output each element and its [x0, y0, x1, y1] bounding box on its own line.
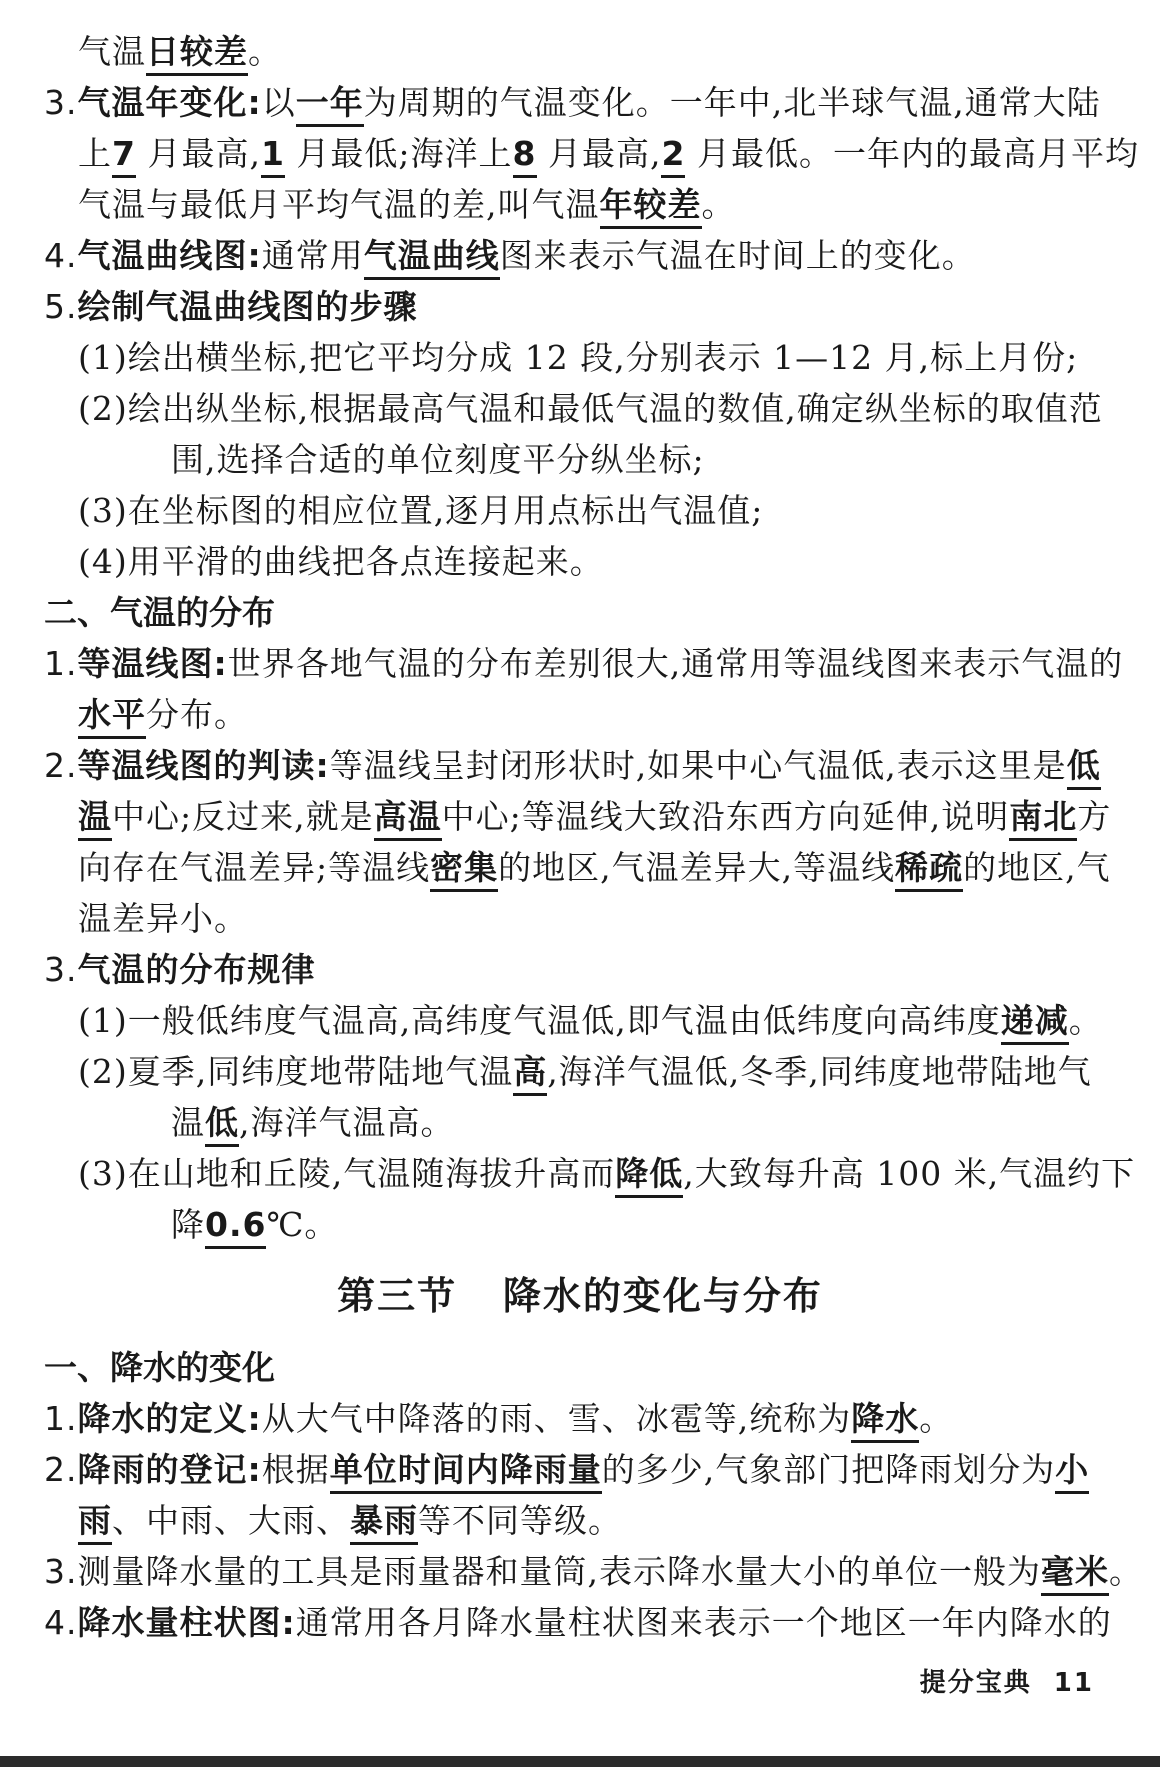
item-number: 1. [44, 1399, 78, 1438]
list-item [44, 1444, 1116, 1495]
text: 的多少,气象部门把降雨划分为 [601, 1450, 1056, 1489]
text: ,海洋气温低,冬季,同纬度地带陆地气 [547, 1052, 1092, 1091]
list-item [44, 230, 1116, 281]
sub-item [44, 1046, 1116, 1097]
text: (3)在山地和丘陵,气温随海拔升高而 [78, 1154, 616, 1193]
item-number: 3. [44, 1552, 78, 1591]
term: 气温的分布规律 [77, 950, 316, 989]
text: 、中雨、大雨、 [112, 1501, 350, 1540]
answer-blank: 雨 [78, 1501, 112, 1545]
answer-blank: 1 [261, 134, 285, 178]
text: 以 [261, 83, 296, 122]
answer-blank: 日较差 [146, 32, 248, 76]
list-item [44, 1546, 1143, 1597]
answer-blank: 暴雨 [350, 1501, 418, 1545]
answer-blank: 高 [513, 1052, 547, 1096]
text: 月最低;海洋上 [284, 134, 513, 173]
sub-item-continued: 围,选择合适的单位刻度平分纵坐标; [171, 440, 705, 479]
term: 降水量柱状图: [77, 1603, 296, 1642]
sub-item [44, 1148, 1136, 1199]
text: 。 [919, 1399, 954, 1438]
answer-blank: 水平 [78, 695, 146, 739]
sub-item: (1)绘出横坐标,把它平均分成 12 段,分别表示 1—12 月,标上月份; [78, 338, 1079, 377]
answer-blank: 低 [205, 1103, 239, 1147]
item-number: 3. [44, 83, 78, 122]
answer-blank: 温 [78, 797, 112, 841]
section-heading: 一、降水的变化 [44, 1348, 275, 1387]
text: ℃。 [266, 1205, 339, 1244]
section-title: 第三节 降水的变化与分布 [337, 1274, 823, 1318]
list-item [44, 1393, 1116, 1444]
answer-blank: 年较差 [600, 185, 702, 229]
text: 等温线呈封闭形状时,如果中心气温低,表示这里是 [329, 746, 1067, 785]
text: 。 [1068, 1001, 1103, 1040]
text-line [44, 689, 1116, 740]
term: 等温线图: [77, 644, 228, 683]
text: 。 [701, 185, 736, 224]
text: 气温 [78, 32, 146, 71]
text: (1)一般低纬度气温高,高纬度气温低,即气温由低纬度向高纬度 [78, 1001, 1001, 1040]
sub-item: (3)在坐标图的相应位置,逐月用点标出气温值; [78, 491, 764, 530]
text: 从大气中降落的雨、雪、冰雹等,统称为 [261, 1399, 852, 1438]
text: 月最低。一年内的最高月平均 [685, 134, 1139, 173]
item-number: 3. [44, 950, 78, 989]
term: 气温曲线图: [77, 236, 262, 275]
text: 的地区,气 [963, 848, 1111, 887]
document-page [44, 26, 1143, 1648]
item-number: 2. [44, 1450, 78, 1489]
text: (2)夏季,同纬度地带陆地气温 [78, 1052, 514, 1091]
text: 降 [171, 1205, 205, 1244]
bottom-bar [0, 1756, 1160, 1767]
answer-blank: 单位时间内降雨量 [330, 1450, 602, 1494]
list-item [44, 740, 1116, 791]
answer-blank: 高温 [374, 797, 442, 841]
answer-blank: 递减 [1001, 1001, 1069, 1045]
answer-blank: 密集 [430, 848, 498, 892]
section-heading: 二、气温的分布 [44, 593, 275, 632]
text: 方 [1077, 797, 1112, 836]
text: 中心;等温线大致沿东西方向延伸,说明 [441, 797, 1010, 836]
answer-blank: 0.6 [205, 1205, 266, 1249]
text-line [44, 128, 1139, 179]
text: 通常用各月降水量柱状图来表示一个地区一年内降水的 [295, 1603, 1112, 1642]
sub-item: (4)用平滑的曲线把各点连接起来。 [78, 542, 604, 581]
text: 上 [78, 134, 112, 173]
text: 向存在气温差异;等温线 [78, 848, 431, 887]
text: 。 [248, 32, 282, 71]
text-line [44, 1495, 1116, 1546]
text: 通常用 [261, 236, 364, 275]
text: 中心;反过来,就是 [112, 797, 374, 836]
text: 图来表示气温在时间上的变化。 [499, 236, 976, 275]
text-line [44, 26, 1116, 77]
list-item [44, 1597, 1116, 1648]
text-line: 温差异小。 [78, 899, 248, 938]
answer-blank: 低 [1067, 746, 1101, 790]
list-item [44, 638, 1124, 689]
term: 等温线图的判读: [77, 746, 330, 785]
answer-blank: 7 [112, 134, 136, 178]
sub-item [44, 995, 1116, 1046]
text-line [44, 179, 1116, 230]
answer-blank: 毫米 [1041, 1552, 1109, 1596]
text: 。 [1109, 1552, 1143, 1591]
text: 分布。 [146, 695, 248, 734]
text: 气温与最低月平均气温的差,叫气温 [78, 185, 600, 224]
answer-blank: 气温曲线 [364, 236, 500, 280]
answer-blank: 8 [513, 134, 537, 178]
text: 世界各地气温的分布差别很大,通常用等温线图来表示气温的 [227, 644, 1124, 683]
list-item [44, 944, 1116, 995]
term: 降水的定义: [77, 1399, 262, 1438]
item-number: 4. [44, 236, 78, 275]
text: ,海洋气温高。 [239, 1103, 455, 1142]
text-line [44, 842, 1116, 893]
item-number: 2. [44, 746, 78, 785]
list-item [44, 281, 1116, 332]
term: 降雨的登记: [77, 1450, 262, 1489]
text: 等不同等级。 [418, 1501, 622, 1540]
text: 测量降水量的工具是雨量器和量筒,表示降水量大小的单位一般为 [77, 1552, 1041, 1591]
text: 根据 [261, 1450, 330, 1489]
item-number: 4. [44, 1603, 78, 1642]
term: 绘制气温曲线图的步骤 [77, 287, 418, 326]
answer-blank: 降水 [851, 1399, 919, 1443]
answer-blank: 一年 [296, 83, 364, 127]
answer-blank: 2 [661, 134, 685, 178]
sub-item: (2)绘出纵坐标,根据最高气温和最低气温的数值,确定纵坐标的取值范 [78, 389, 1103, 428]
text: 月最高, [536, 134, 662, 173]
item-number: 1. [44, 644, 78, 683]
answer-blank: 南北 [1009, 797, 1077, 841]
text: 月最高, [135, 134, 261, 173]
answer-blank: 小 [1055, 1450, 1089, 1494]
answer-blank: 降低 [615, 1154, 683, 1198]
sub-item-continued [44, 1097, 1116, 1148]
text: 温 [171, 1103, 205, 1142]
text-line [44, 791, 1116, 842]
text: 的地区,气温差异大,等温线 [498, 848, 896, 887]
page-footer: 提分宝典 11 [919, 1668, 1094, 1698]
text: ,大致每升高 100 米,气温约下 [683, 1154, 1136, 1193]
term: 气温年变化: [77, 83, 262, 122]
sub-item-continued [44, 1199, 1116, 1250]
answer-blank: 稀疏 [895, 848, 963, 892]
item-number: 5. [44, 287, 78, 326]
list-item [44, 77, 1116, 128]
text: 为周期的气温变化。一年中,北半球气温,通常大陆 [363, 83, 1101, 122]
